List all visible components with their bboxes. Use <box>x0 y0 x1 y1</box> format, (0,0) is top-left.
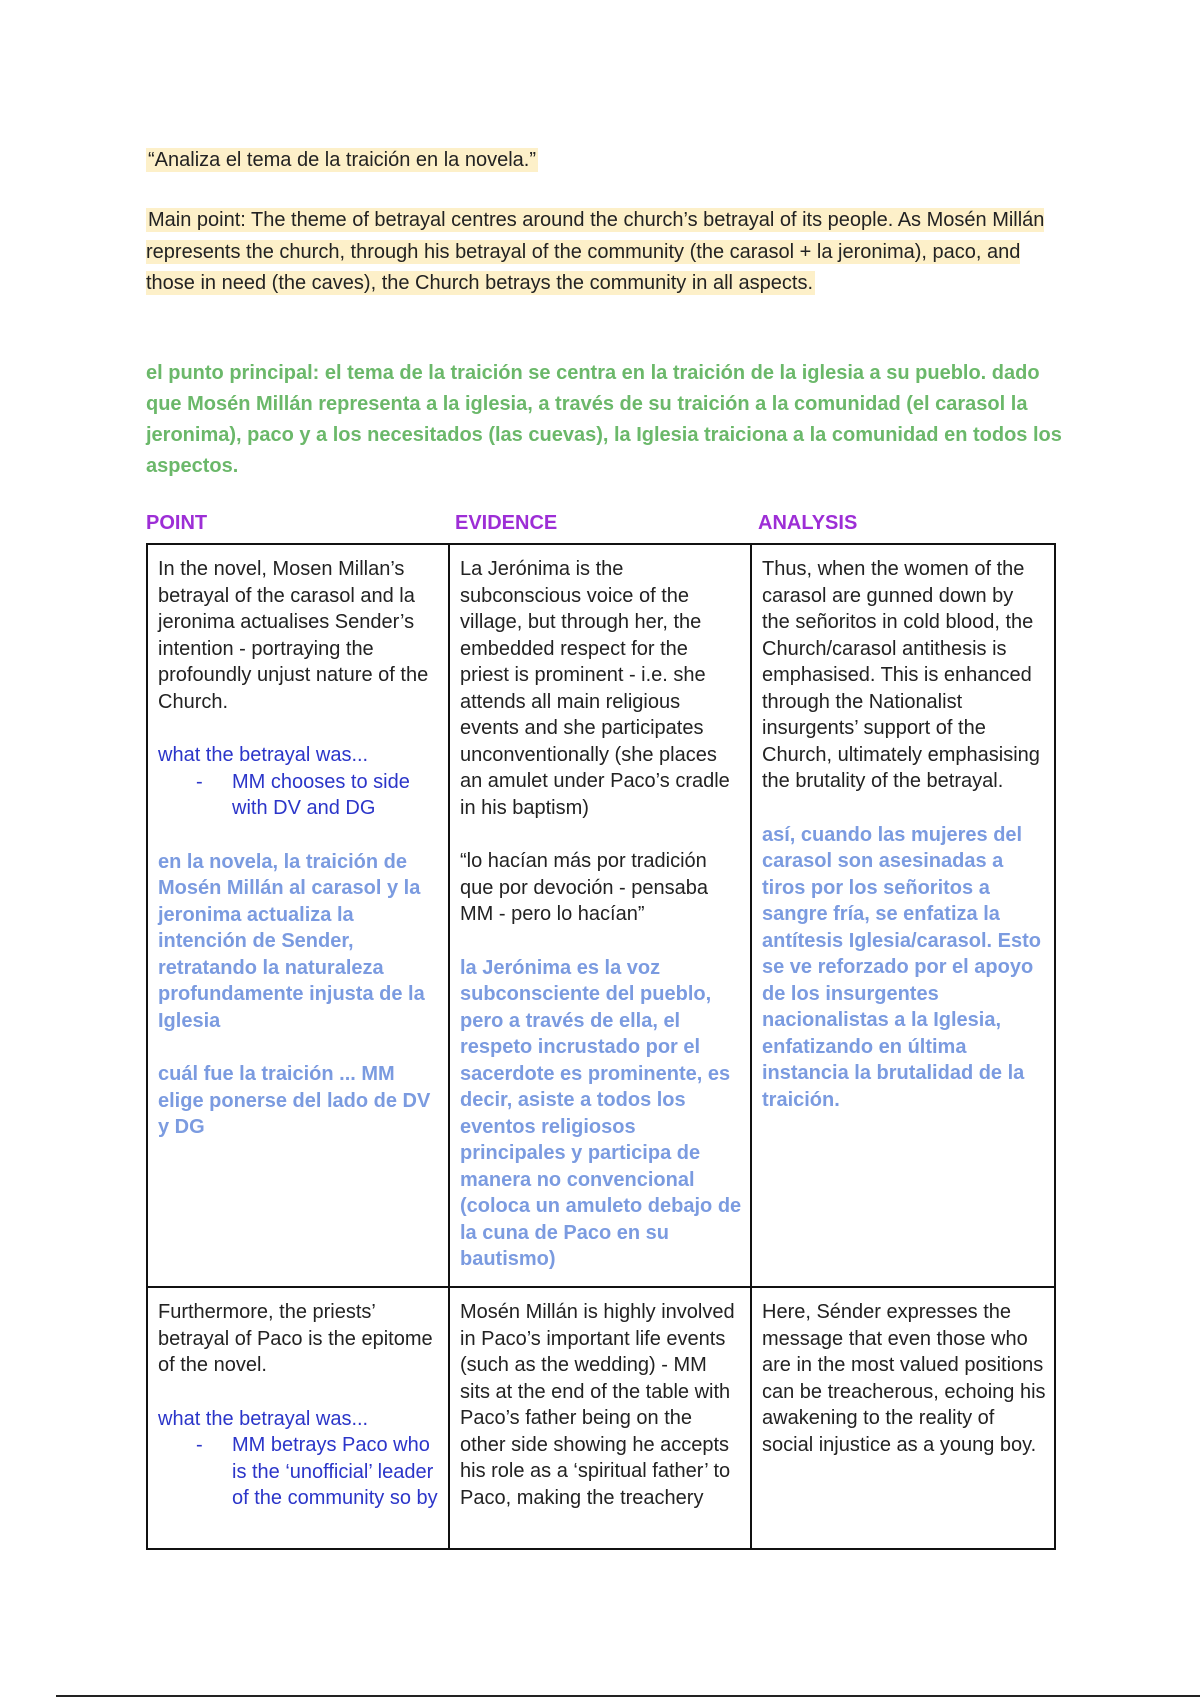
analysis-cell <box>751 1287 1055 1549</box>
betrayal-label: what the betrayal was... <box>158 744 369 766</box>
bullet-dash: - <box>196 1434 203 1456</box>
point-text: Furthermore, the priests’ betrayal of Paco is the epitome of the novel. <box>158 1301 433 1376</box>
question-highlight: “Analiza el tema de la traición en la novela.” <box>148 149 536 171</box>
betrayal-bullet <box>158 769 440 822</box>
point-text: In the novel, Mosen Millan’s betrayal of the carasol and la jeronima actualises Sender’s intention - portraying the profoundly unjust nature of the Church. <box>158 558 429 713</box>
evidence-cell <box>449 544 751 1287</box>
pea-table <box>146 543 1056 1550</box>
main-point-english <box>146 205 1066 300</box>
analysis-spanish-text: así, cuando las mujeres del carasol son asesinadas a tiros por los señoritos a sangre fría, se enfatiza la antítesis Iglesia/carasol. Esto se ve reforzado por el apoyo de los insurgentes nacionalistas a la Iglesia, enfatizando en última instancia la brutalidad de la traición. <box>762 823 1042 1111</box>
evidence-spanish-text: la Jerónima es la voz subconsciente del pueblo, pero a través de ella, el respeto incrustado por el sacerdote es prominente, es decir, asiste a todos los eventos religiosos principales y participa de manera no convencional (coloca un amuleto debajo de la cuna de Paco en su bautismo) <box>460 956 742 1270</box>
point-cell <box>147 544 449 1287</box>
column-headers <box>0 512 1200 542</box>
betrayal-spanish-text: cuál fue la traición ... MM elige ponerse del lado de DV y DG <box>158 1063 431 1138</box>
analysis-text: Thus, when the women of the carasol are gunned down by the señoritos in cold blood, the Church/carasol antithesis is emphasised. This is enhanced through the Nationalist insurgents’ support of the Church, ultimately emphasising the brutality of the betrayal. <box>762 558 1040 792</box>
point-spanish-text: en la novela, la traición de Mosén Millán al carasol y la jeronima actualiza la intención de Sender, retratando la naturaleza profundamente injusta de la Iglesia <box>158 850 425 1032</box>
evidence-quote: “lo hacían más por tradición que por devoción - pensaba MM - pero lo hacían” <box>460 850 708 925</box>
table-row <box>147 1287 1055 1549</box>
evidence-text: Mosén Millán is highly involved in Paco’s important life events (such as the wedding) - MM sits at the end of the table with Paco’s father being on the other side showing he accepts his role as a ‘spiritual father’ to Paco, making the treachery <box>460 1301 735 1509</box>
bullet-dash: - <box>196 770 203 793</box>
main-point-spanish: el punto principal: el tema de la traición se centra en la traición de la iglesia a su pueblo. dado que Mosén Millán representa a la iglesia, a través de su traición a la comunidad (el carasol la jeronima), paco y a los necesitados (las cuevas), la Iglesia traiciona a la comunidad en todos los aspectos. <box>146 362 1062 477</box>
betrayal-label: what the betrayal was... <box>158 1407 369 1430</box>
header-evidence: EVIDENCE <box>455 512 558 534</box>
table-row <box>147 544 1055 1287</box>
analysis-text: Here, Sénder expresses the message that even those who are in the most valued positions can be treacherous, echoing his awakening to the reality of social injustice as a young boy. <box>762 1301 1046 1456</box>
betrayal-bullet <box>158 1432 440 1512</box>
evidence-text: La Jerónima is the subconscious voice of the village, but through her, the embedded respect for the priest is prominent - i.e. she attends all main religious events and she participates unconventionally (she places an amulet under Paco’s cradle in his baptism) <box>460 558 730 819</box>
header-analysis: ANALYSIS <box>758 512 858 534</box>
page-divider <box>56 1695 1200 1697</box>
main-point-highlight: Main point: The theme of betrayal centres around the church’s betrayal of its people. As Mosén Millán represents the church, through his betrayal of the community (the carasol + la jeronima), paco, and those in need (the caves), the Church betrays the community in all aspects. <box>146 209 1045 294</box>
bullet-text: MM chooses to side with DV and DG <box>232 770 410 819</box>
point-cell <box>147 1287 449 1549</box>
evidence-cell <box>449 1287 751 1549</box>
bullet-text: MM betrays Paco who is the ‘unofficial’ leader of the community so by <box>232 1434 438 1509</box>
header-point: POINT <box>146 512 208 534</box>
analysis-cell <box>751 544 1055 1287</box>
essay-question <box>146 145 538 175</box>
